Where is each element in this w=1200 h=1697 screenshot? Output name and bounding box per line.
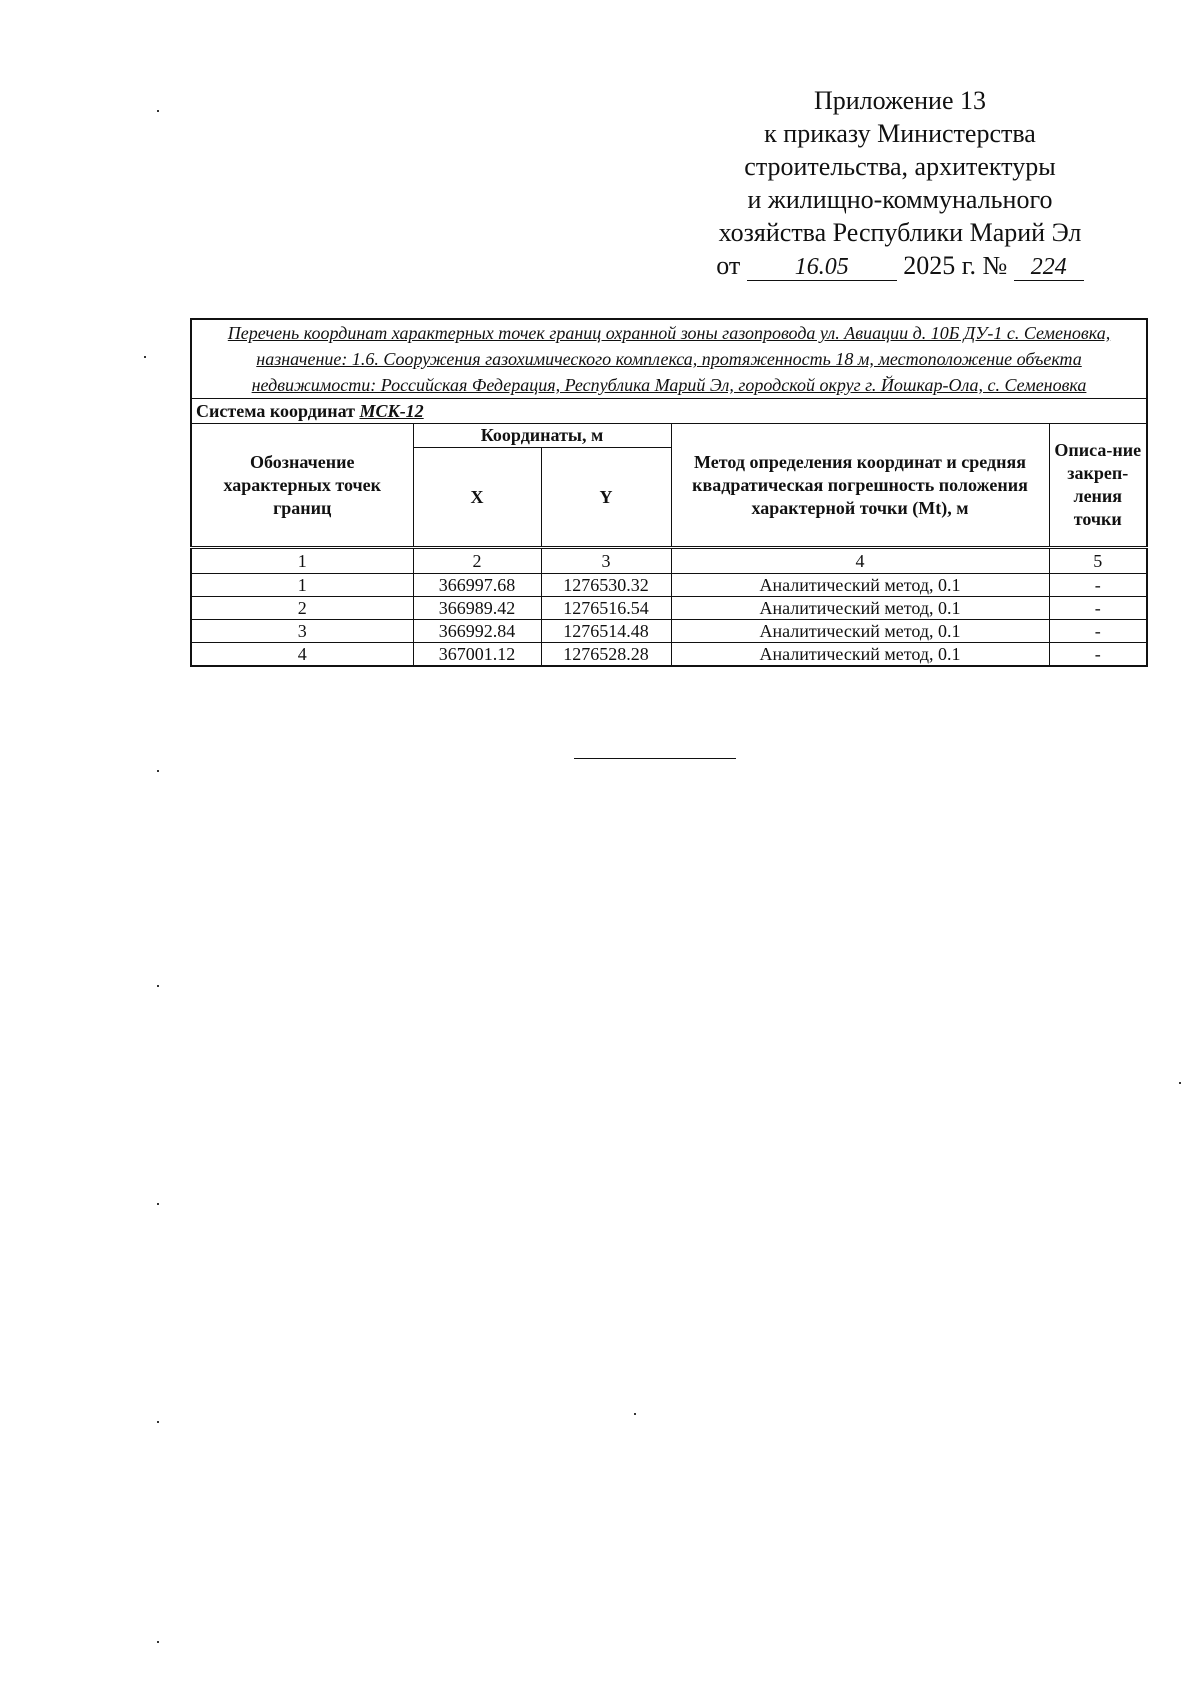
y-value: 1276530.32 [541,574,671,597]
ministry-line-2: и жилищно-коммунального [747,185,1053,214]
method-value: Аналитический метод, 0.1 [671,620,1049,643]
header-method: Метод определения координат и средняя квадратическая погрешность положения характерной точки (Mt), м [671,424,1049,548]
method-value: Аналитический метод, 0.1 [671,574,1049,597]
coordinates-table [190,318,1148,667]
y-value: 1276528.28 [541,643,671,667]
scan-speck [157,1421,159,1423]
header-coordinates: Координаты, м [413,424,671,448]
scan-speck [157,770,159,772]
point-number: 4 [191,643,413,667]
scan-speck [157,110,159,112]
table-row [191,620,1147,643]
ministry-line-3: хозяйства Республики Марий Эл [718,218,1082,247]
scan-speck [157,985,159,987]
x-value: 366989.42 [413,597,541,620]
coordinate-system-label: Система координат [196,401,355,421]
scan-speck [157,1641,159,1643]
column-index: 1 [191,548,413,574]
point-number: 2 [191,597,413,620]
scan-speck [1179,1082,1181,1084]
column-index-row [191,548,1147,574]
scan-speck [157,1203,159,1205]
point-number: 3 [191,620,413,643]
header-description: Описа-ние закреп-ления точки [1049,424,1147,548]
column-index: 3 [541,548,671,574]
handwritten-order-number: 224 [1014,254,1084,281]
table-row [191,574,1147,597]
y-value: 1276514.48 [541,620,671,643]
description-value: - [1049,643,1147,667]
header-y: Y [541,448,671,548]
appendix-header [690,84,1110,282]
header-points: Обозначение характерных точек границ [191,424,413,548]
year-number-label: 2025 г. № [903,251,1008,280]
description-value: - [1049,574,1147,597]
handwritten-date: 16.05 [747,254,897,281]
column-index: 2 [413,548,541,574]
x-value: 366992.84 [413,620,541,643]
y-value: 1276516.54 [541,597,671,620]
scan-speck [634,1413,636,1415]
column-index: 4 [671,548,1049,574]
end-divider [574,758,736,759]
order-line: к приказу Министерства [764,119,1036,148]
column-index: 5 [1049,548,1147,574]
point-number: 1 [191,574,413,597]
method-value: Аналитический метод, 0.1 [671,643,1049,667]
coordinate-system-value: МСК-12 [359,401,424,421]
x-value: 366997.68 [413,574,541,597]
method-value: Аналитический метод, 0.1 [671,597,1049,620]
description-value: - [1049,620,1147,643]
from-label: от [716,251,741,280]
scan-speck [144,356,146,358]
appendix-title: Приложение 13 [813,86,987,115]
description-value: - [1049,597,1147,620]
header-x: X [413,448,541,548]
coordinate-system-row [191,399,1147,424]
table-row [191,597,1147,620]
table-title: Перечень координат характерных точек границ охранной зоны газопровода ул. Авиации д. 10Б ДУ-1 с. Семеновка, назначение: 1.6. Сооружения газохимического комплекса, протяженность 18 м, местоположение объекта недвижимости: Российская Федерация, Республика Марий Эл, городской округ г. Йошкар-Ола, с. Семеновка [191,319,1147,399]
table-row [191,643,1147,667]
order-date-line [690,249,1110,282]
x-value: 367001.12 [413,643,541,667]
ministry-line-1: строительства, архитектуры [744,152,1056,181]
